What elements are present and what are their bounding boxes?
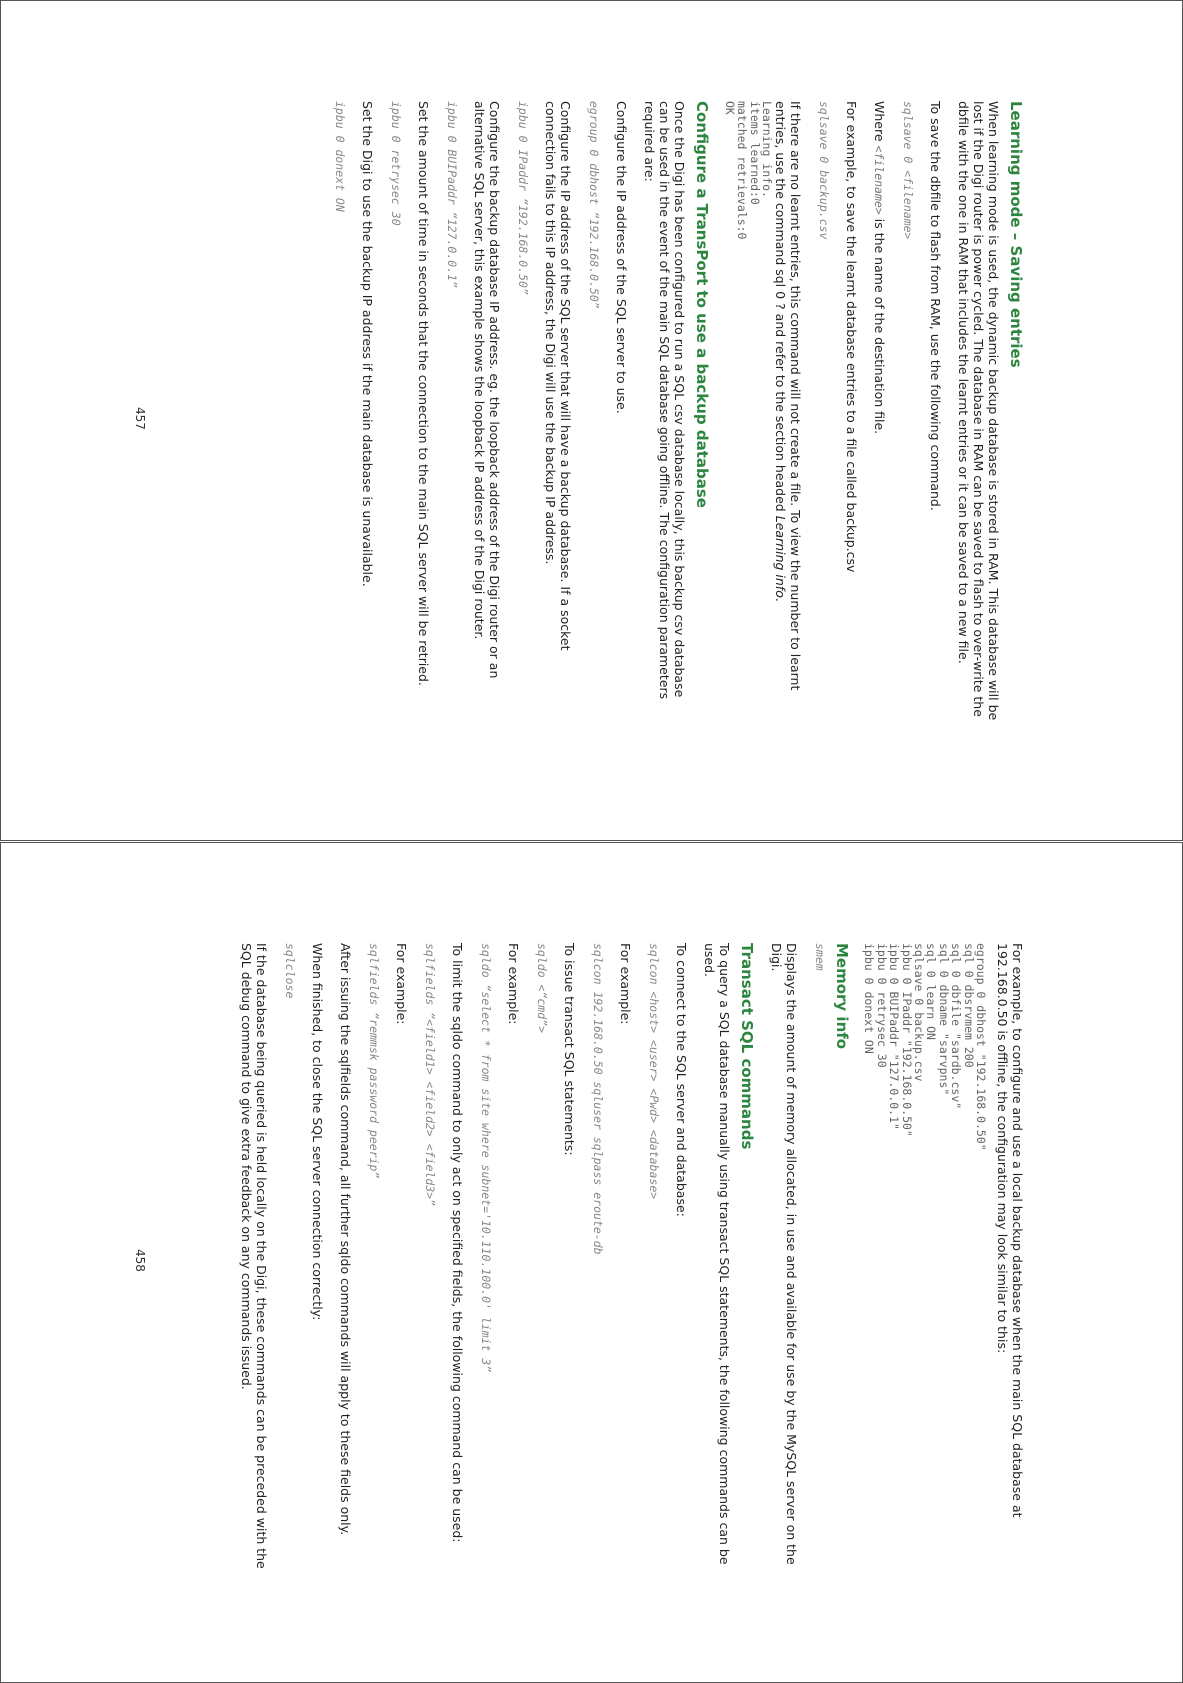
paragraph-issue: To issue transact SQL statements: [561, 943, 577, 1156]
code-retrysec: ipbu 0 retrysec 30 [389, 101, 404, 226]
code-sqlcon: sqlcon <host> <user> <Pwd> <database> [646, 943, 661, 1200]
code-sqlcon-example: sqlcon 192.168.0.50 sqluser sqlpass eroute-db [590, 943, 605, 1255]
paragraph-connect: To connect to the SQL server and database: [673, 943, 689, 1217]
paragraph-debug: If the database being queried is held locally on the Digi, these commands can be preceded with the SQL debug command to give extra feedback on any commands issued. [238, 943, 269, 1569]
page-457 [0, 0, 1183, 841]
paragraph-after: After issuing the sqlfields command, all further sqldo commands will apply to these fields only. [337, 943, 353, 1536]
code-buipaddr-val: “127.0.0.1” [445, 211, 460, 288]
code-smem: smem [812, 943, 827, 971]
page-457-content [319, 101, 1025, 721]
code-ipaddr-cmd: ipbu 0 IPaddr [516, 101, 531, 198]
no-learnt-text-b: . [773, 597, 788, 602]
paragraph-limit: To limit the sqldo command to only act on specified fields, the following command can be used: [449, 943, 465, 1543]
code-buipaddr-cmd: ipbu 0 BUIPaddr [445, 101, 460, 212]
code-sqlclose: sqlclose [282, 943, 297, 999]
code-sqldo: sqldo <“cmd”> [534, 943, 549, 1034]
where-text-a: Where [872, 101, 887, 146]
code-ipaddr-val: “192.168.0.50” [516, 197, 531, 295]
code-backup: sqlsave 0 backup.csv [817, 101, 831, 240]
code-dbhost-val: “192.168.0.50” [587, 211, 602, 309]
no-learnt-em: Learning info [773, 515, 788, 598]
page-458 [0, 842, 1183, 1683]
page-458-content [226, 943, 1025, 1573]
paragraph-saving: When learning mode is used, the dynamic backup database is stored in RAM. This database will be lost if the Digi router is power cycled. The database in RAM can be saved to flash to over-write the dbfile with the one in RAM that includes the learnt entries or it can be saved to a new file. [956, 101, 1001, 721]
learning-info-block: Learning info. items learned:0 matched retrievals:0 OK [722, 101, 774, 240]
paragraph-no-learnt [773, 101, 803, 721]
heading-backup-database: Configure a TransPort to use a backup database [693, 101, 712, 508]
paragraph-backup-ip: Configure the backup database IP address. eg. the loopback address of the Digi router or an alternative SQL server, this example shows the loopback IP address of the Digi router. [472, 101, 503, 679]
paragraph-memory: Displays the amount of memory allocated, in use and available for use by the MySQL server on the Digi. [768, 943, 799, 1565]
paragraph-local-backup: For example, to configure and use a local backup database when the main SQL database at 192.168.0.50 is offline, the configuration may look similar to this: [995, 943, 1025, 1518]
where-code: <filename> [872, 145, 886, 215]
paragraph-transact: To query a SQL database manually using transact SQL statements, the following commands can be used. [701, 943, 732, 1565]
paragraph-example: For example, to save the learnt database entries to a file called backup.csv [844, 101, 859, 573]
paragraph-where [872, 101, 887, 721]
paragraph-backup: Once the Digi has been configured to run a SQL csv database locally, this backup csv database can be used in the event of the main SQL database going offline. The configuration parameters required are: [642, 101, 688, 700]
paragraph-ip-socket: Configure the IP address of the SQL server that will have a backup database. If a socket connection fails to this IP address, the Digi will use the backup IP address. [543, 101, 574, 651]
paragraph-for-example-2: For example: [505, 943, 521, 1025]
code-ipaddr [515, 101, 530, 721]
code-buipaddr [444, 101, 459, 721]
code-donext: ipbu 0 donext ON [333, 101, 348, 212]
code-dbhost-cmd: egroup 0 dbhost [587, 101, 602, 212]
code-sqlfields-example: sqlfields “remmsk password peerip” [366, 943, 381, 1179]
code-dbhost [586, 101, 601, 721]
paragraph-to-save: To save the dbfile to flash from RAM, use the following command. [928, 101, 943, 511]
code-sqldo-example: sqldo “select * from site where subnet='10.110.100.0' limit 3” [478, 943, 493, 1373]
page-number-458: 458 [133, 1249, 147, 1272]
config-example-block: egroup 0 dbhost "192.168.0.50" sql 0 dbsrvmem 200 sql 0 dbfile "sardb.csv" sql 0 dbname "sarvpns" sql 0 learn ON sqlsave 0 backup.csv ipbu 0 IPaddr "192.168.0.50" ipbu 0 BUIPaddr "127.0.0.1" ipbu 0 retrysec 30 ipbu 0 donext ON [862, 943, 988, 1151]
paragraph-ip: Configure the IP address of the SQL server to use. [614, 101, 630, 414]
where-text-b: is the name of the destination file. [872, 214, 887, 435]
heading-memory-info: Memory info [832, 943, 851, 1050]
paragraph-retry: Set the amount of time in seconds that the connection to the main SQL server will be retried. [416, 101, 432, 686]
page-number-457: 457 [133, 407, 147, 430]
paragraph-for-example-3: For example: [393, 943, 409, 1025]
code-sqlfields: sqlfields “<field1> <field2> <field3>” [422, 943, 437, 1207]
code-sqlsave: sqlsave 0 <filename> [901, 101, 915, 240]
no-learnt-text-a: If there are no learnt entries, this command will not create a file. To view the number to learnt entries, use the command sql 0 ? and refer to the section headed [773, 101, 803, 691]
heading-transact-sql: Transact SQL commands [737, 943, 756, 1150]
heading-learning-saving: Learning mode – Saving entries [1007, 101, 1025, 368]
paragraph-finished: When finished, to close the SQL server connection correctly: [309, 943, 325, 1321]
paragraph-donext: Set the Digi to use the backup IP address if the main database is unavailable. [360, 101, 376, 587]
paragraph-for-example-1: For example: [617, 943, 633, 1025]
